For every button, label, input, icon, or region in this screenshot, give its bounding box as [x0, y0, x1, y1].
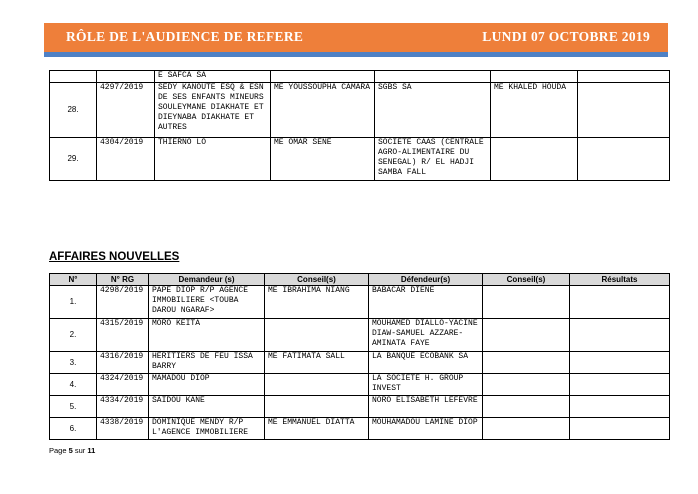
case-resultats [570, 396, 670, 418]
case-defendeur: LA BANQUE ECOBANK SA [369, 352, 483, 374]
case-defendeur: NORO ELISABETH LEFEVRE [369, 396, 483, 418]
case-number [50, 71, 97, 83]
document-title: RÔLE DE L'AUDIENCE DE REFERE [66, 29, 304, 44]
case-defendeur [375, 71, 491, 83]
case-resultats [578, 71, 670, 83]
column-header-n: N° [50, 274, 97, 286]
case-conseil-defendeur [483, 418, 570, 440]
hearing-date: LUNDI 07 OCTOBRE 2019 [482, 29, 650, 44]
case-defendeur: SOCIETE CAAS (CENTRALE AGRO-ALIMENTAIRE DU SENEGAL) R/ EL HADJI SAMBA FALL [375, 138, 491, 181]
case-defendeur: MOUHAMED DIALLO-YACINE DIAW-SAMUEL AZZARE-AMINATA FAYE [369, 319, 483, 352]
case-conseil-defendeur [483, 396, 570, 418]
table-row [50, 286, 670, 319]
page-number: 5 [68, 446, 73, 455]
case-rg: 4298/2019 [97, 286, 149, 319]
table-header-row [50, 274, 670, 286]
case-number: 4. [50, 374, 97, 396]
case-rg: 4316/2019 [97, 352, 149, 374]
case-defendeur: LA SOCIETE H. GROUP INVEST [369, 374, 483, 396]
case-demandeur: E SAFCA SA [155, 71, 271, 83]
case-conseil-defendeur [483, 286, 570, 319]
page-total: 11 [87, 446, 96, 455]
column-header-demandeur: Demandeur (s) [149, 274, 265, 286]
case-rg [97, 71, 155, 83]
table-row [50, 396, 670, 418]
case-conseil-defendeur [483, 319, 570, 352]
case-defendeur: MOUHAMADOU LAMINE DIOP [369, 418, 483, 440]
case-resultats [570, 319, 670, 352]
case-resultats [578, 83, 670, 138]
case-conseil-defendeur [491, 138, 578, 181]
case-defendeur: SGBS SA [375, 83, 491, 138]
case-demandeur: HERITIERS DE FEU ISSA BARRY [149, 352, 265, 374]
header-banner [44, 23, 668, 57]
continued-cases-table [49, 70, 670, 181]
table-row [50, 83, 670, 138]
case-conseil-demandeur: ME FATIMATA SALL [265, 352, 369, 374]
case-conseil-demandeur: ME OMAR SENE [271, 138, 375, 181]
section-title: AFFAIRES NOUVELLES [49, 251, 180, 263]
case-conseil-demandeur [265, 396, 369, 418]
case-conseil-defendeur [491, 71, 578, 83]
table-row [50, 418, 670, 440]
case-number: 2. [50, 319, 97, 352]
table-row [50, 71, 670, 83]
case-number: 1. [50, 286, 97, 319]
column-header-conseil: Conseil(s) [483, 274, 570, 286]
case-demandeur: SAIDOU KANE [149, 396, 265, 418]
table-row [50, 138, 670, 181]
column-header-rg: N° RG [97, 274, 149, 286]
case-demandeur: MAMADOU DIOP [149, 374, 265, 396]
page-label: Page [49, 446, 67, 455]
case-rg: 4324/2019 [97, 374, 149, 396]
case-conseil-demandeur: ME IBRAHIMA NIANG [265, 286, 369, 319]
table-row [50, 352, 670, 374]
case-demandeur: DOMINIQUE MENDY R/P L'AGENCE IMMOBILIERE [149, 418, 265, 440]
case-number: 28. [50, 83, 97, 138]
case-conseil-demandeur: ME EMMANUEL DIATTA [265, 418, 369, 440]
case-conseil-demandeur [271, 71, 375, 83]
case-rg: 4304/2019 [97, 138, 155, 181]
page-footer [49, 446, 95, 455]
table-row [50, 374, 670, 396]
case-rg: 4334/2019 [97, 396, 149, 418]
case-resultats [578, 138, 670, 181]
new-cases-table [49, 273, 670, 440]
case-conseil-defendeur: ME KHALED HOUDA [491, 83, 578, 138]
case-rg: 4338/2019 [97, 418, 149, 440]
case-demandeur: PAPE DIOP R/P AGENCE IMMOBILIERE <TOUBA DAROU NGARAF> [149, 286, 265, 319]
table-row [50, 319, 670, 352]
case-conseil-defendeur [483, 374, 570, 396]
case-number: 29. [50, 138, 97, 181]
of-label: sur [74, 446, 86, 455]
case-conseil-defendeur [483, 352, 570, 374]
case-demandeur: SEDY KANOUTE ESQ & ESN DE SES ENFANTS MINEURS SOULEYMANE DIAKHATE ET DIEYNABA DIAKHATE ET AUTRES [155, 83, 271, 138]
case-conseil-demandeur [265, 319, 369, 352]
case-number: 3. [50, 352, 97, 374]
case-defendeur: BABACAR DIENE [369, 286, 483, 319]
case-number: 5. [50, 396, 97, 418]
case-resultats [570, 286, 670, 319]
case-number: 6. [50, 418, 97, 440]
case-rg: 4315/2019 [97, 319, 149, 352]
column-header-defendeur: Défendeur(s) [369, 274, 483, 286]
column-header-conseil: Conseil(s) [265, 274, 369, 286]
case-resultats [570, 352, 670, 374]
column-header-resultats: Résultats [570, 274, 670, 286]
case-resultats [570, 374, 670, 396]
case-demandeur: MORO KEITA [149, 319, 265, 352]
case-resultats [570, 418, 670, 440]
case-conseil-demandeur: ME YOUSSOUPHA CAMARA [271, 83, 375, 138]
case-rg: 4297/2019 [97, 83, 155, 138]
case-conseil-demandeur [265, 374, 369, 396]
case-demandeur: THIERNO LO [155, 138, 271, 181]
